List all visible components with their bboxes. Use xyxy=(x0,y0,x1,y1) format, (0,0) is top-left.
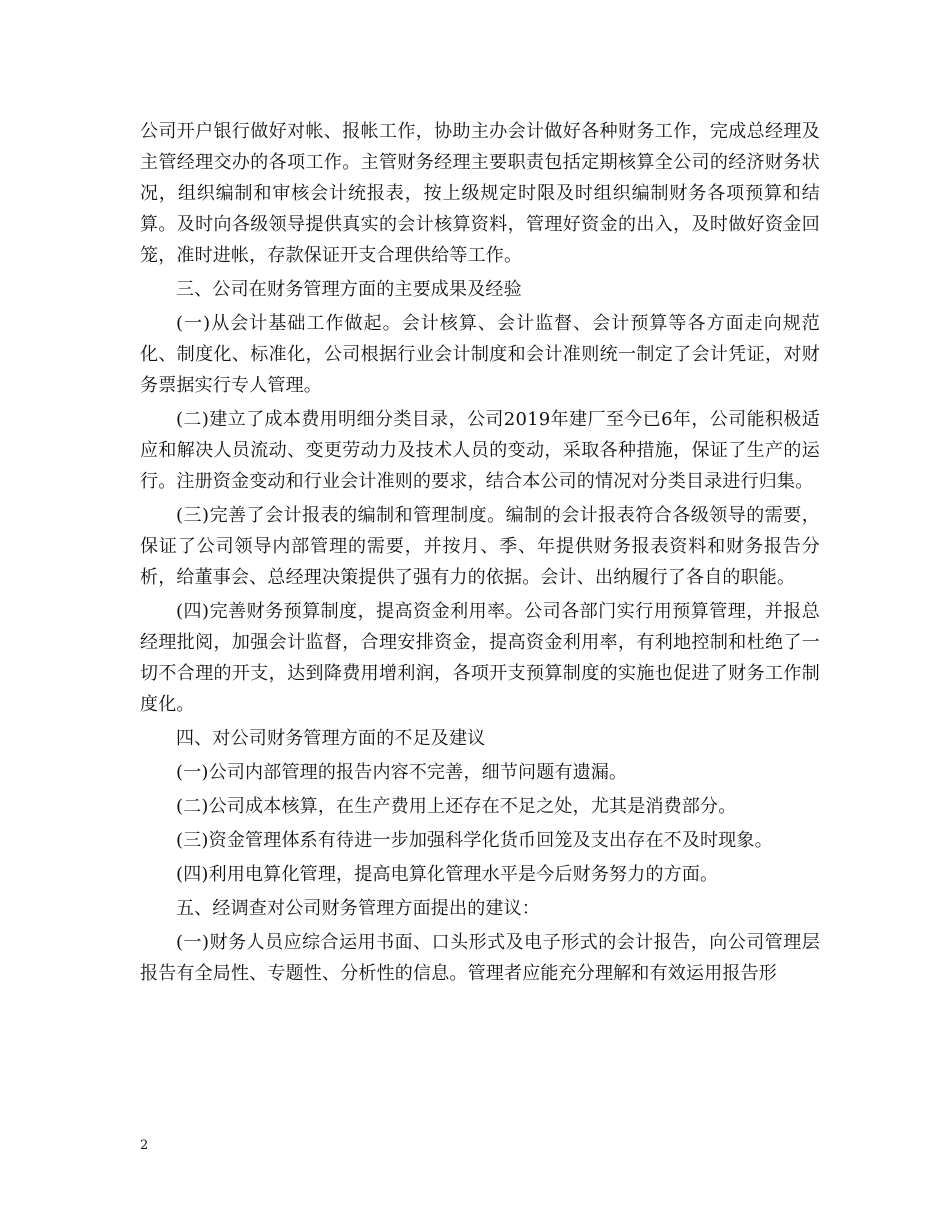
section-heading-3: 三、公司在财务管理方面的主要成果及经验 xyxy=(176,279,522,300)
paragraph-4-3: (三)资金管理体系有待进一步加强科学化货币回笼及支出存在不及时现象。 xyxy=(176,830,773,851)
paragraph-5-1: (一)财务人员应综合运用书面、口头形式及电子形式的会计报告，向公司管理层报告有全局性、专题性、分析性的信息。管理者应能充分理解和有效运用报告形 xyxy=(140,932,820,984)
paragraph-3-3: (三)完善了会计报表的编制和管理制度。编制的会计报表符合各级领导的需要，保证了公司领导内部管理的需要，并按月、季、年提供财务报表资料和财务报告分析，给董事会、总经理决策提供了强有力的依据。会计、出纳履行了各自的职能。 xyxy=(140,505,820,588)
paragraph-1: 公司开户银行做好对帐、报帐工作，协助主办会计做好各种财务工作，完成总经理及主管经理交办的各项工作。主管财务经理主要职责包括定期核算全公司的经济财务状况，组织编制和审核会计统报表，按上级规定时限及时组织编制财务各项预算和结算。及时向各级领导提供真实的会计核算资料，管理好资金的出入，及时做好资金回笼，准时进帐，存款保证开支合理供给等工作。 xyxy=(140,121,820,266)
paragraph-4-1: (一)公司内部管理的报告内容不完善，细节问题有遗漏。 xyxy=(176,762,628,783)
paragraph-3-4: (四)完善财务预算制度，提高资金利用率。公司各部门实行用预算管理，并报总经理批阅，加强会计监督，合理安排资金，提高资金利用率，有利地控制和杜绝了一切不合理的开支，达到降费用增利润，各项开支预算制度的实施也促进了财务工作制度化。 xyxy=(140,601,820,715)
section-heading-5: 五、经调查对公司财务管理方面提出的建议： xyxy=(176,898,540,919)
paragraph-4-2: (二)公司成本核算，在生产费用上还存在不足之处，尤其是消费部分。 xyxy=(176,796,737,817)
document-body xyxy=(140,116,820,992)
paragraph-3-2: (二)建立了成本费用明细分类目录，公司2019年建厂至今已6年，公司能积极适应和解决人员流动、变更劳动力及技术人员的变动，采取各种措施，保证了生产的运行。注册资金变动和行业会计准则的要求，结合本公司的情况对分类目录进行归集。 xyxy=(140,409,820,492)
section-heading-4: 四、对公司财务管理方面的不足及建议 xyxy=(176,728,486,749)
page-number: 2 xyxy=(140,1138,149,1153)
paragraph-3-1: (一)从会计基础工作做起。会计核算、会计监督、会计预算等各方面走向规范化、制度化、标准化，公司根据行业会计制度和会计准则统一制定了会计凭证，对财务票据实行专人管理。 xyxy=(140,313,820,396)
paragraph-4-4: (四)利用电算化管理，提高电算化管理水平是今后财务努力的方面。 xyxy=(176,864,719,885)
